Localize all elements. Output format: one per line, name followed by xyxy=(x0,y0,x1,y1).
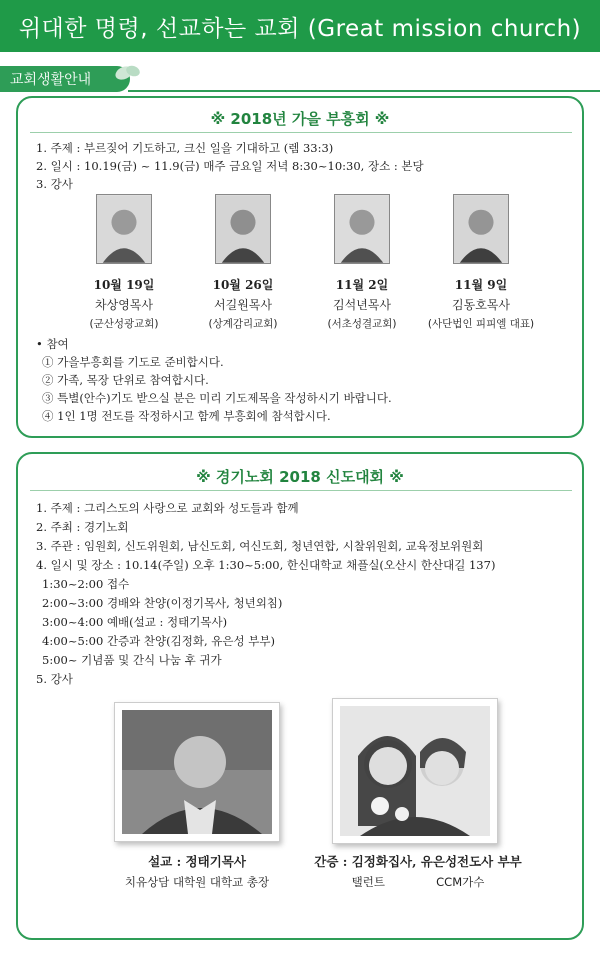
speaker-card xyxy=(302,194,422,331)
speaker-date: 10월 26일 xyxy=(212,278,274,292)
speaker-name: 김동호목사 xyxy=(452,298,510,312)
speaker-church: (상계감리교회) xyxy=(208,318,278,330)
speaker-photo xyxy=(96,194,152,264)
rally-schedule-item: 3:00~4:00 예배(설교 : 정태기목사) xyxy=(42,615,228,629)
rally-schedule-item: 1:30~2:00 접수 xyxy=(42,577,130,591)
rally-datetime: 4. 일시 및 장소 : 10.14(주일) 오후 1:30~5:00, 한신대학교 채플실(오산시 한산대길 137) xyxy=(36,558,496,572)
rally-schedule-item: 2:00~3:00 경배와 찬양(이정기목사, 청년외침) xyxy=(42,596,283,610)
rally-organizers: 3. 주관 : 임원회, 신도위원회, 남신도회, 여신도회, 청년연합, 시찰위원회, 교육정보위원회 xyxy=(36,539,484,553)
participation-item: ① 가을부흥회를 기도로 준비합시다. xyxy=(42,355,224,369)
rally-schedule-item: 5:00~ 기념품 및 간식 나눔 후 귀가 xyxy=(42,653,222,667)
preacher-caption xyxy=(114,852,280,890)
preacher-caption-title: 치유상담 대학원 대학교 총장 xyxy=(124,875,270,889)
speaker-date: 10월 19일 xyxy=(93,278,155,292)
revival-schedule: 2. 일시 : 10.19(금) ~ 11.9(금) 매주 금요일 저녁 8:30~10:30, 장소 : 본당 xyxy=(36,159,424,173)
section-tag-rule xyxy=(128,90,600,92)
speaker-church: (서초성결교회) xyxy=(327,318,397,330)
speaker-church: (군산성광교회) xyxy=(89,318,159,330)
speaker-card xyxy=(421,194,541,331)
participation-title: • 참여 xyxy=(36,337,69,351)
section-tag-label: 교회생활안내 xyxy=(0,66,130,92)
rally-speakers-label: 5. 강사 xyxy=(36,672,73,686)
speaker-name: 서길원목사 xyxy=(214,298,272,312)
participation-item: ④ 1인 1명 전도를 작정하시고 함께 부흥회에 참석합시다. xyxy=(42,409,331,423)
rally-box xyxy=(16,452,584,940)
header-banner xyxy=(0,0,600,52)
speaker-photo xyxy=(215,194,271,264)
revival-theme: 1. 주제 : 부르짖어 기도하고, 크신 일을 기대하고 (렘 33:3) xyxy=(36,141,334,155)
revival-box xyxy=(16,96,584,438)
header-title: 위대한 명령, 선교하는 교회 (Great mission church) xyxy=(18,15,582,42)
speaker-church: (사단법인 피피엘 대표) xyxy=(427,318,535,330)
couple-caption-name: 간증 : 김정화집사, 유은성전도사 부부 xyxy=(314,854,522,869)
couple-caption-title: 탤런트 CCM가수 xyxy=(351,875,485,889)
rally-schedule-item: 4:00~5:00 간증과 찬양(김정화, 유은성 부부) xyxy=(42,634,275,648)
speaker-photo xyxy=(453,194,509,264)
rally-title: ※ 경기노회 2018 신도대회 ※ xyxy=(196,468,404,486)
couple-image xyxy=(340,706,490,836)
speaker-name: 차상영목사 xyxy=(95,298,153,312)
speaker-photo xyxy=(334,194,390,264)
section-tag xyxy=(0,60,600,94)
speaker-date: 11월 2일 xyxy=(335,278,389,292)
leaf-icon xyxy=(112,62,142,84)
preacher-caption-name: 설교 : 정태기목사 xyxy=(148,854,246,869)
preacher-image xyxy=(122,710,272,834)
rally-title-rule xyxy=(30,490,572,491)
revival-title: ※ 2018년 가을 부흥회 ※ xyxy=(210,110,390,128)
rally-theme: 1. 주제 : 그리스도의 사랑으로 교회와 성도들과 함께 xyxy=(36,501,299,515)
speaker-name: 김석년목사 xyxy=(333,298,391,312)
couple-caption xyxy=(308,852,528,890)
revival-title-rule xyxy=(30,132,572,133)
speaker-card xyxy=(183,194,303,331)
couple-photo xyxy=(332,698,498,844)
revival-speakers-label: 3. 강사 xyxy=(36,177,73,191)
participation-item: ② 가족, 목장 단위로 참여합시다. xyxy=(42,373,209,387)
participation-item: ③ 특별(안수)기도 받으실 분은 미리 기도제목을 작성하시기 바랍니다. xyxy=(42,391,392,405)
speaker-card xyxy=(64,194,184,331)
preacher-photo xyxy=(114,702,280,842)
rally-host: 2. 주최 : 경기노회 xyxy=(36,520,129,534)
speaker-date: 11월 9일 xyxy=(454,278,508,292)
